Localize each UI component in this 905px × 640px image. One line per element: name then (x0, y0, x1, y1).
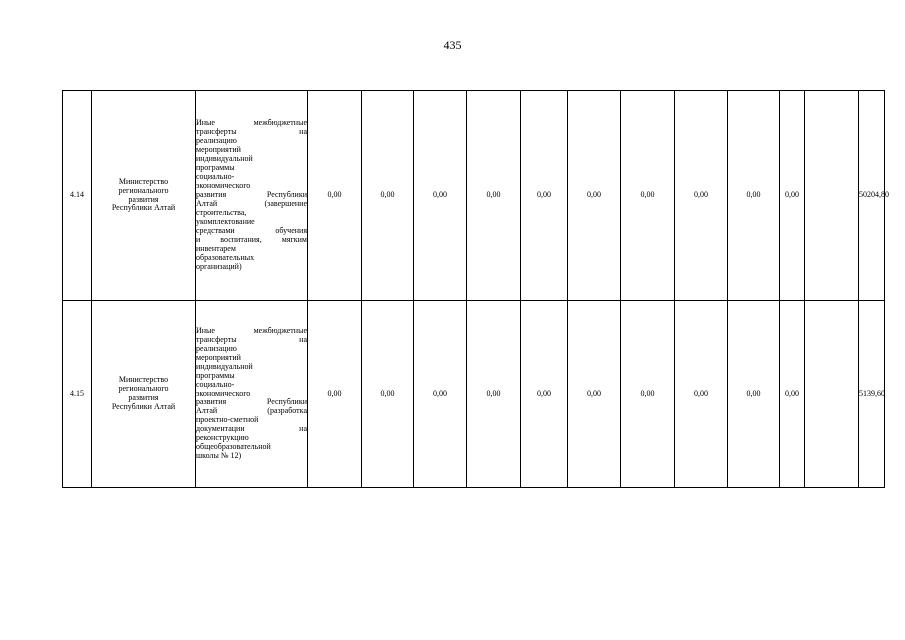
value-cell: 0,00 (568, 91, 621, 301)
organization-line: развития (128, 194, 159, 204)
value-cell: 0,00 (467, 91, 521, 301)
organization-line: регионального (118, 185, 169, 195)
description-line: экономического (196, 181, 251, 191)
value-cell: 0,00 (675, 91, 728, 301)
description-line: Иные межбюджетные (196, 118, 307, 128)
description-line: проектно-сметной (196, 415, 259, 425)
description-line: средствами обучения (196, 225, 307, 235)
value-cell: 0,00 (467, 301, 521, 488)
value-cell: 50204,80 (859, 91, 885, 301)
value-cell: 0,00 (568, 301, 621, 488)
description-line: социально- (196, 379, 235, 389)
description-line: Иные межбюджетные (196, 325, 307, 335)
description-line: социально- (196, 172, 235, 182)
description-line: общеобразовательной (196, 442, 271, 452)
description-line: укомплектование (196, 216, 255, 226)
description-line: документации на (196, 424, 307, 434)
budget-table (62, 90, 889, 488)
organization-line: Республики Алтай (111, 203, 176, 213)
value-cell: 0,00 (621, 301, 675, 488)
description-line: развития Республики (196, 397, 307, 407)
value-cell: 0,00 (521, 301, 568, 488)
description-line: экономического (196, 388, 251, 398)
description-line: школы № 12) (196, 451, 242, 461)
description-line: реализацию (196, 343, 237, 353)
value-cell: 0,00 (362, 91, 414, 301)
organization-line: регионального (118, 384, 169, 394)
row-code: 4.14 (63, 91, 92, 301)
organization-line: Республики Алтай (111, 401, 176, 411)
value-cell: 0,00 (675, 301, 728, 488)
value-cell: 0,00 (780, 91, 805, 301)
value-cell: 5139,60 (859, 301, 885, 488)
table-row (63, 301, 885, 488)
description-line: программы (196, 370, 235, 380)
value-cell: 0,00 (414, 91, 467, 301)
description-line: развития Республики (196, 190, 307, 200)
row-code: 4.15 (63, 301, 92, 488)
description-line: организаций) (196, 261, 242, 271)
empty-cell (805, 91, 859, 301)
page-number: 435 (443, 38, 462, 52)
organization-line: Министерство (118, 176, 169, 186)
description-line: мероприятий (196, 352, 241, 362)
description-line: трансферты на (196, 334, 307, 344)
description-line: программы (196, 163, 235, 173)
description-line: трансферты на (196, 127, 307, 137)
row-organization (92, 301, 196, 488)
description-line: инвентарем (196, 243, 236, 253)
description-line: Алтай (разработка (196, 406, 307, 416)
description-line: Алтай (завершение (196, 198, 307, 208)
organization-line: Министерство (118, 375, 169, 385)
description-line: строительства, (196, 207, 247, 217)
empty-cell (805, 301, 859, 488)
row-organization (92, 91, 196, 301)
value-cell: 0,00 (728, 91, 780, 301)
description-line: и воспитания, мягким (196, 234, 307, 244)
value-cell: 0,00 (414, 301, 467, 488)
value-cell: 0,00 (521, 91, 568, 301)
value-cell: 0,00 (308, 301, 362, 488)
organization-line: развития (128, 393, 159, 402)
value-cell: 0,00 (728, 301, 780, 488)
value-cell: 0,00 (362, 301, 414, 488)
value-cell: 0,00 (308, 91, 362, 301)
description-line: образовательных (196, 252, 255, 262)
description-line: индивидуальной (196, 154, 253, 164)
description-line: реконструкцию (196, 433, 249, 443)
value-cell: 0,00 (621, 91, 675, 301)
description-line: индивидуальной (196, 361, 253, 371)
description-line: реализацию (196, 136, 237, 146)
row-description (196, 301, 308, 488)
row-description (196, 91, 308, 301)
value-cell: 0,00 (780, 301, 805, 488)
description-line: мероприятий (196, 145, 241, 155)
table-row (63, 91, 885, 301)
